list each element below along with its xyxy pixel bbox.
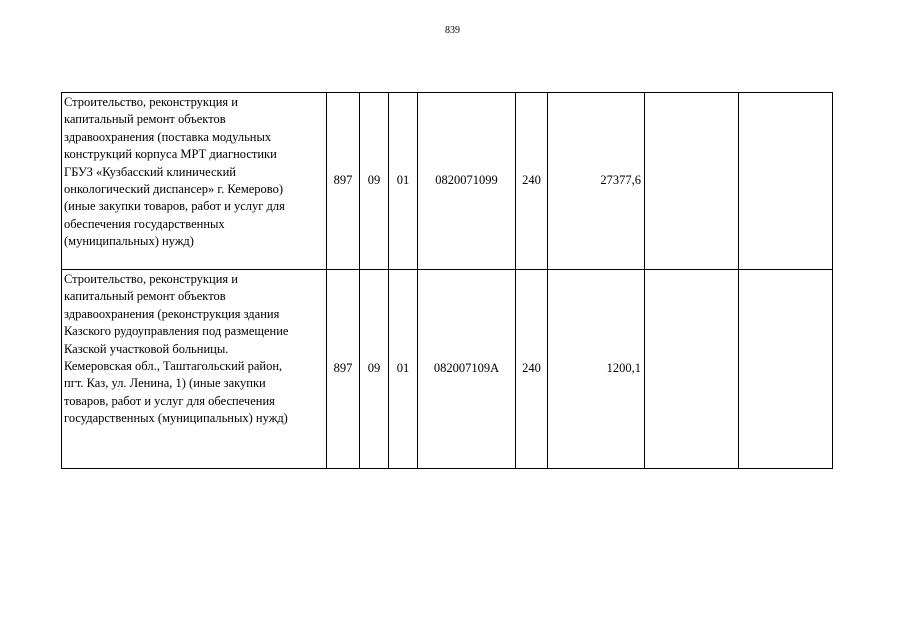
subsection-code-cell: 01 <box>389 93 418 270</box>
section-code-cell: 09 <box>360 270 389 469</box>
empty-amount-cell <box>739 270 833 469</box>
expense-description: Строительство, реконструкция и капитальный ремонт объектов здравоохранения (реконструкция здания Казского рудоуправления под размещение Казской участковой больницы. Кемеровская обл., Таштагольский район, пгт. Каз, ул. Ленина, 1) (иные закупки товаров, работ и услуг для обеспечения государственных (муниципальных) нужд) <box>64 272 289 426</box>
amount-cell: 1200,1 <box>548 270 645 469</box>
target-article-cell: 082007109А <box>418 270 516 469</box>
ministry-code-cell: 897 <box>327 270 360 469</box>
amount-cell: 27377,6 <box>548 93 645 270</box>
expense-type-cell: 240 <box>516 270 548 469</box>
target-article-cell: 0820071099 <box>418 93 516 270</box>
expense-description-cell <box>62 93 327 270</box>
expense-description: Строительство, реконструкция и капитальный ремонт объектов здравоохранения (поставка модульных конструкций корпуса МРТ диагностики ГБУЗ «Кузбасский клинический онкологический диспансер» г. Кемерово) (иные закупки товаров, работ и услуг для обеспечения государственных (муниципальных) нужд) <box>64 95 285 249</box>
expense-description-cell <box>62 270 327 469</box>
table-row <box>62 93 833 270</box>
empty-amount-cell <box>645 270 739 469</box>
budget-table <box>61 92 833 469</box>
empty-amount-cell <box>739 93 833 270</box>
empty-amount-cell <box>645 93 739 270</box>
section-code-cell: 09 <box>360 93 389 270</box>
expense-type-cell: 240 <box>516 93 548 270</box>
page-number: 839 <box>445 25 460 36</box>
table-row <box>62 270 833 469</box>
ministry-code-cell: 897 <box>327 93 360 270</box>
subsection-code-cell: 01 <box>389 270 418 469</box>
